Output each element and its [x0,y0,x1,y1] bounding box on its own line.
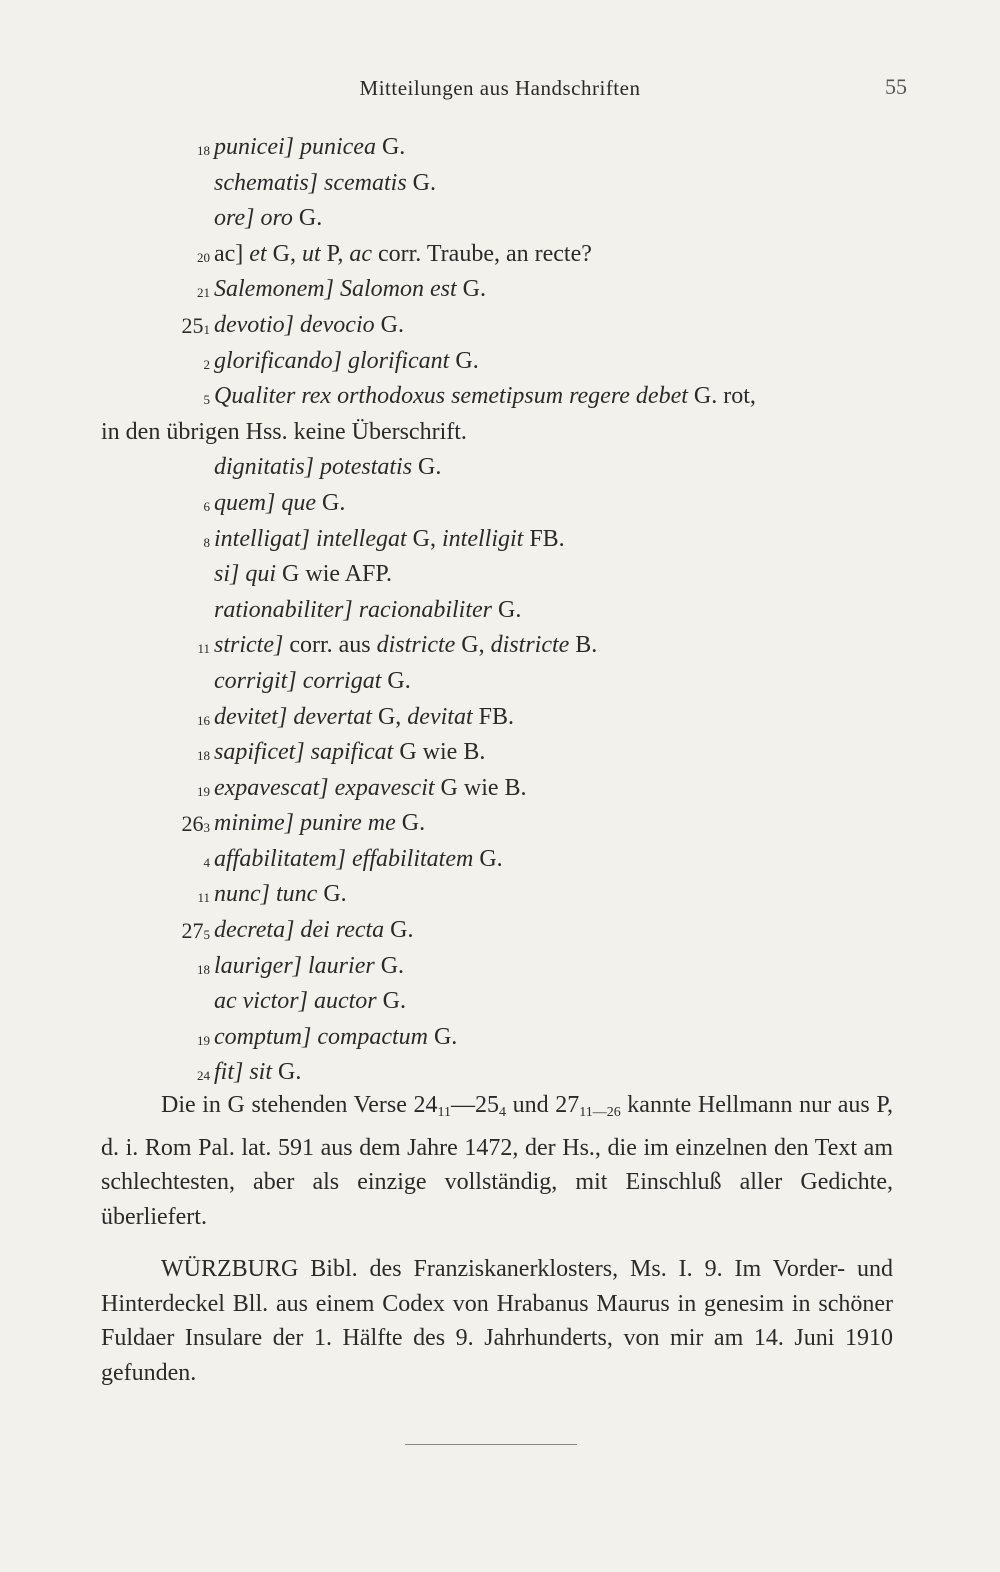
reading: districte [490,632,570,659]
reading: racionabiliter [358,596,493,623]
reading: G. [374,311,404,338]
note-line [0,486,1000,522]
lemma: ac victor] [214,988,308,1015]
line-ref: 4 [203,854,210,870]
note-text [214,593,521,629]
note-text [214,166,436,202]
note-text [214,842,503,878]
note-text [214,450,441,486]
lemma: schematis] [214,169,318,196]
line-number [197,130,210,169]
lemma: punicei] [214,134,294,160]
reading: corr. Traube, an recte? [371,240,592,267]
line-number [197,628,210,667]
note-line [0,237,1000,273]
lemma: lauriger] [214,952,303,979]
reading: compactum [317,1023,428,1050]
lemma: comptum] [214,1023,312,1050]
reading: scematis [324,169,407,196]
reading: et [249,240,267,267]
line-ref: 19 [197,783,210,799]
line-number [182,308,211,348]
note-line [0,735,1000,771]
lemma: Salemonem] [214,276,334,303]
note-text [214,344,479,380]
line-ref: 11 [197,890,210,906]
note-text [214,201,322,237]
line-number [182,913,211,953]
line-number [204,522,211,561]
lemma: devotio] [214,311,294,338]
note-line [0,344,1000,380]
note-line [0,949,1000,985]
note-text [214,984,406,1020]
note-text [214,237,592,273]
note-line [0,308,1000,344]
note-text [214,272,486,308]
note-line [0,913,1000,949]
line-ref: 11 [197,641,210,657]
lemma: affabilitatem] [214,845,346,872]
note-line [0,664,1000,700]
line-ref: 5 [203,927,210,943]
reading: ac [349,240,372,267]
note-line [0,201,1000,237]
line-ref: 16 [197,712,210,728]
reading: G. [374,952,405,979]
reading: devitat [407,703,473,730]
lemma: corrigit] [214,667,297,694]
line-ref: 18 [197,961,210,977]
reading: B. [569,632,598,659]
note-text [214,1020,457,1056]
line-ref: 19 [197,1032,210,1048]
reading: G. [492,596,522,623]
verse-subscript: 11 [437,1105,451,1120]
reading: G. [317,881,347,908]
line-ref: 2 [203,356,210,372]
line-number [204,379,211,418]
reading: G wie B. [434,774,527,801]
line-number [197,237,210,276]
note-text [214,735,485,771]
reading: G. [315,489,346,516]
note-line [0,450,1000,486]
lemma: minime] [214,810,294,837]
reading: G. [292,205,323,232]
line-number [197,272,210,311]
reading: sit [249,1059,273,1086]
line-ref: 24 [197,1068,210,1084]
reading: FB. [472,703,514,730]
reading: Qualiter rex orthodoxus semetipsum regere debet [214,383,688,410]
lemma: quem] [214,489,276,516]
note-line [0,522,1000,558]
line-ref: 18 [197,143,210,158]
lemma: ore] [214,205,255,232]
reading: corr. aus [289,632,377,659]
closing-rule [405,1444,577,1445]
reading: devocio [299,311,375,338]
line-number [197,771,210,810]
reading: intellegat [316,525,407,552]
verse-subscript: 11—26 [579,1105,621,1120]
reading: oro [260,205,293,232]
reading: laurier [308,952,375,979]
reading: potestatis [320,454,413,481]
note-text [214,806,425,842]
note-line [0,415,1000,451]
note-text [214,486,345,522]
page-ref: 25 [181,312,204,338]
note-line [0,771,1000,807]
reading: Salomon est [339,276,457,303]
reading: que [281,489,316,516]
note-text [214,379,756,415]
reading: dei recta [300,917,385,944]
lemma: devitet] [214,703,288,730]
reading: sapificat [310,739,394,766]
running-title: Mitteilungen aus Handschriften [359,76,641,100]
note-text [214,308,404,344]
reading: G, [371,703,408,730]
reading: glorificant [348,347,450,374]
page-ref: 26 [181,811,204,837]
line-number [197,735,210,774]
note-text [214,877,347,913]
reading: G. [384,917,414,944]
note-line [0,628,1000,664]
reading: G. [406,169,436,196]
line-ref: 1 [203,321,210,337]
reading: tunc [276,881,318,908]
note-text [214,664,411,700]
reading: G. [473,845,503,872]
paragraph-wuerzburg: WÜRZBURG Bibl. des Franziskanerklosters, Ms. I. 9. Im Vorder- und Hinterdeckel Bll. aus einem Codex von Hrabanus Maurus in genesim in schöner Fuldaer Insulare der 1. Hälfte des 9. Jahrhunderts, von mir am 14. Juni 1910 gefunden. [101,1256,893,1386]
paragraph-verses [101,1088,893,1234]
note-text [214,557,392,593]
reading: G. [427,1023,458,1050]
note-line [0,130,1000,166]
reading: G. [272,1059,302,1086]
note-line [0,272,1000,308]
reading: G. [395,810,426,837]
lemma: fit] [214,1059,244,1086]
reading: corrigat [302,667,382,694]
reading: G, [266,240,302,267]
reading: G. [381,667,411,694]
lemma: decreta] [214,917,295,944]
line-number [204,344,211,383]
line-number [204,842,211,881]
note-text [214,628,597,664]
note-line [0,379,1000,415]
line-ref: 20 [197,249,210,265]
line-number [182,806,211,846]
reading: auctor [313,988,377,1015]
line-ref: 18 [197,748,210,764]
note-line [0,984,1000,1020]
reading: G. [456,276,486,303]
reading: in den übrigen Hss. keine Überschrift. [101,418,467,445]
lemma: expavescat] [214,774,329,801]
note-text [214,522,565,558]
lemma: stricte] [214,632,284,659]
note-line [0,877,1000,913]
page-ref: 27 [181,918,204,944]
reading: G. [449,347,479,374]
lemma: sapificet] [214,739,305,766]
reading: expavescit [334,774,435,801]
paragraph-text: Die in G stehenden Verse 24 [161,1092,438,1118]
reading: effabilitatem [352,845,474,872]
reading: punicea [299,134,376,160]
paragraph-text: und 27 [506,1092,580,1118]
note-text [214,771,527,807]
reading: ac] [214,240,250,267]
line-number [197,700,210,739]
reading: G wie AFP. [276,561,393,588]
reading: devertat [293,703,372,730]
note-text [214,1055,301,1091]
line-ref: 3 [203,820,210,836]
line-number [204,486,211,525]
note-line [0,806,1000,842]
line-ref: 21 [197,285,210,301]
note-line [0,593,1000,629]
paragraph-text: kannte Hellmann nur aus P, d. i. Rom Pal. lat. 591 aus dem Jahre 1472, der Hs., die im einzelnen den Text am schlechtesten, aber als einzige vollständig, mit Einschluß aller Gedichte, überliefert. [101,1092,894,1230]
reading: FB. [523,525,565,552]
note-text [214,913,414,949]
lemma: dignitatis] [214,454,315,481]
note-line [0,557,1000,593]
reading: G, [406,525,442,552]
reading: ut [301,240,321,267]
lemma: nunc] [214,881,270,908]
reading: punire me [300,810,396,837]
reading: G. [375,134,406,160]
reading: G wie B. [393,739,486,766]
note-text [214,130,405,166]
line-ref: 8 [203,534,210,550]
note-line [0,842,1000,878]
running-header [0,72,1000,104]
note-line [0,1055,1000,1091]
reading: qui [245,561,277,588]
note-line [0,1020,1000,1056]
note-line [0,700,1000,736]
critical-notes [0,130,1000,1091]
note-text [214,700,514,736]
reading: P, [320,240,350,267]
reading: G, [455,632,491,659]
paragraph-text: —25 [451,1092,499,1118]
lemma: intelligat] [214,525,310,552]
note-line [0,166,1000,202]
reading: intelligit [442,525,524,552]
reading: G. rot, [687,383,756,410]
line-number [197,1020,210,1059]
line-number [197,877,210,916]
lemma: rationabiliter] [214,596,353,623]
note-text [214,949,404,985]
line-ref: 5 [203,392,210,408]
line-ref: 6 [203,498,210,514]
lemma: si] [214,561,240,588]
lemma: glorificando] [214,347,343,374]
verse-subscript: 4 [499,1105,506,1120]
reading: districte [376,632,456,659]
page-number: 55 [885,74,907,99]
note-text [101,415,467,451]
reading: G. [412,454,442,481]
reading: G. [376,988,406,1015]
line-number [197,949,210,988]
